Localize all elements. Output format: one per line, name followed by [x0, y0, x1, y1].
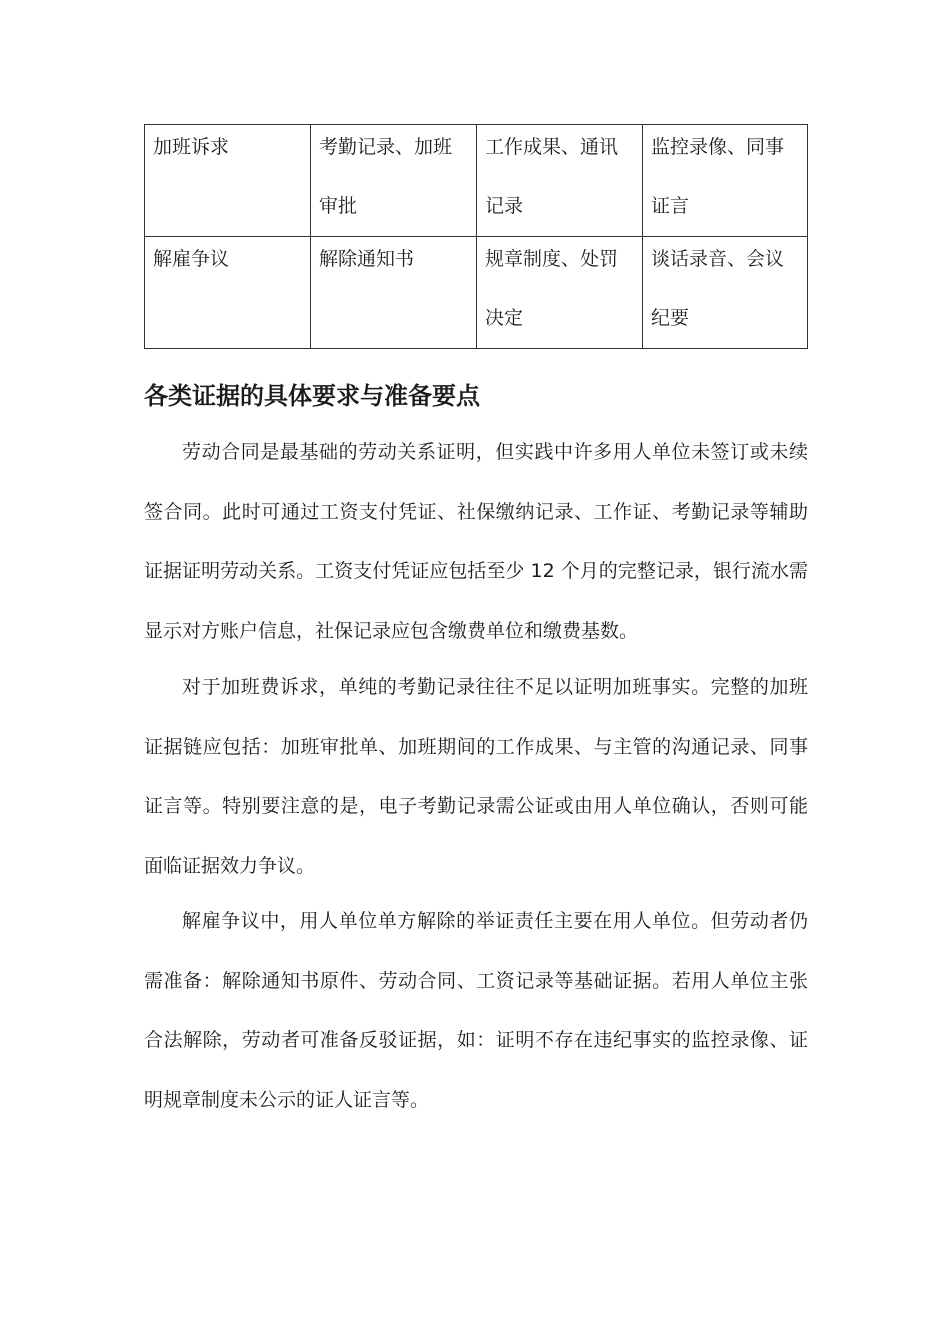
- paragraph-block: [144, 658, 808, 896]
- paragraph-block: [144, 423, 808, 661]
- table-row: [145, 125, 808, 237]
- paragraph: 对于加班费诉求，单纯的考勤记录往往不足以证明加班事实。完整的加班证据链应包括：加班审批单、加班期间的工作成果、与主管的沟通记录、同事证言等。特别要注意的是，电子考勤记录需公证或由用人单位确认，否则可能面临证据效力争议。: [144, 676, 808, 877]
- table-cell: [477, 237, 643, 349]
- cell-text: 加班诉求: [153, 136, 230, 158]
- table-row: [145, 237, 808, 349]
- table-cell: [643, 125, 808, 237]
- cell-text: 监控录像、同事证言: [651, 136, 785, 217]
- evidence-table: [144, 124, 808, 349]
- cell-text: 解雇争议: [153, 248, 230, 270]
- table-cell: [145, 237, 311, 349]
- table-cell: [477, 125, 643, 237]
- paragraph-block: [144, 892, 808, 1130]
- cell-text: 规章制度、处罚决定: [485, 248, 619, 329]
- cell-text: 考勤记录、加班审批: [319, 136, 453, 217]
- section-title: 各类证据的具体要求与准备要点: [144, 382, 480, 410]
- paragraph: 解雇争议中，用人单位单方解除的举证责任主要在用人单位。但劳动者仍需准备：解除通知书原件、劳动合同、工资记录等基础证据。若用人单位主张合法解除，劳动者可准备反驳证据，如：证明不存在违纪事实的监控录像、证明规章制度未公示的证人证言等。: [144, 910, 808, 1111]
- cell-text: 工作成果、通讯记录: [485, 136, 619, 217]
- paragraph: 劳动合同是最基础的劳动关系证明，但实践中许多用人单位未签订或未续签合同。此时可通过工资支付凭证、社保缴纳记录、工作证、考勤记录等辅助证据证明劳动关系。工资支付凭证应包括至少 12 个月的完整记录，银行流水需显示对方账户信息，社保记录应包含缴费单位和缴费基数。: [144, 441, 808, 642]
- cell-text: 解除通知书: [319, 248, 415, 270]
- table-cell: [311, 125, 477, 237]
- table-cell: [145, 125, 311, 237]
- table-cell: [311, 237, 477, 349]
- table-cell: [643, 237, 808, 349]
- cell-text: 谈话录音、会议纪要: [651, 248, 785, 329]
